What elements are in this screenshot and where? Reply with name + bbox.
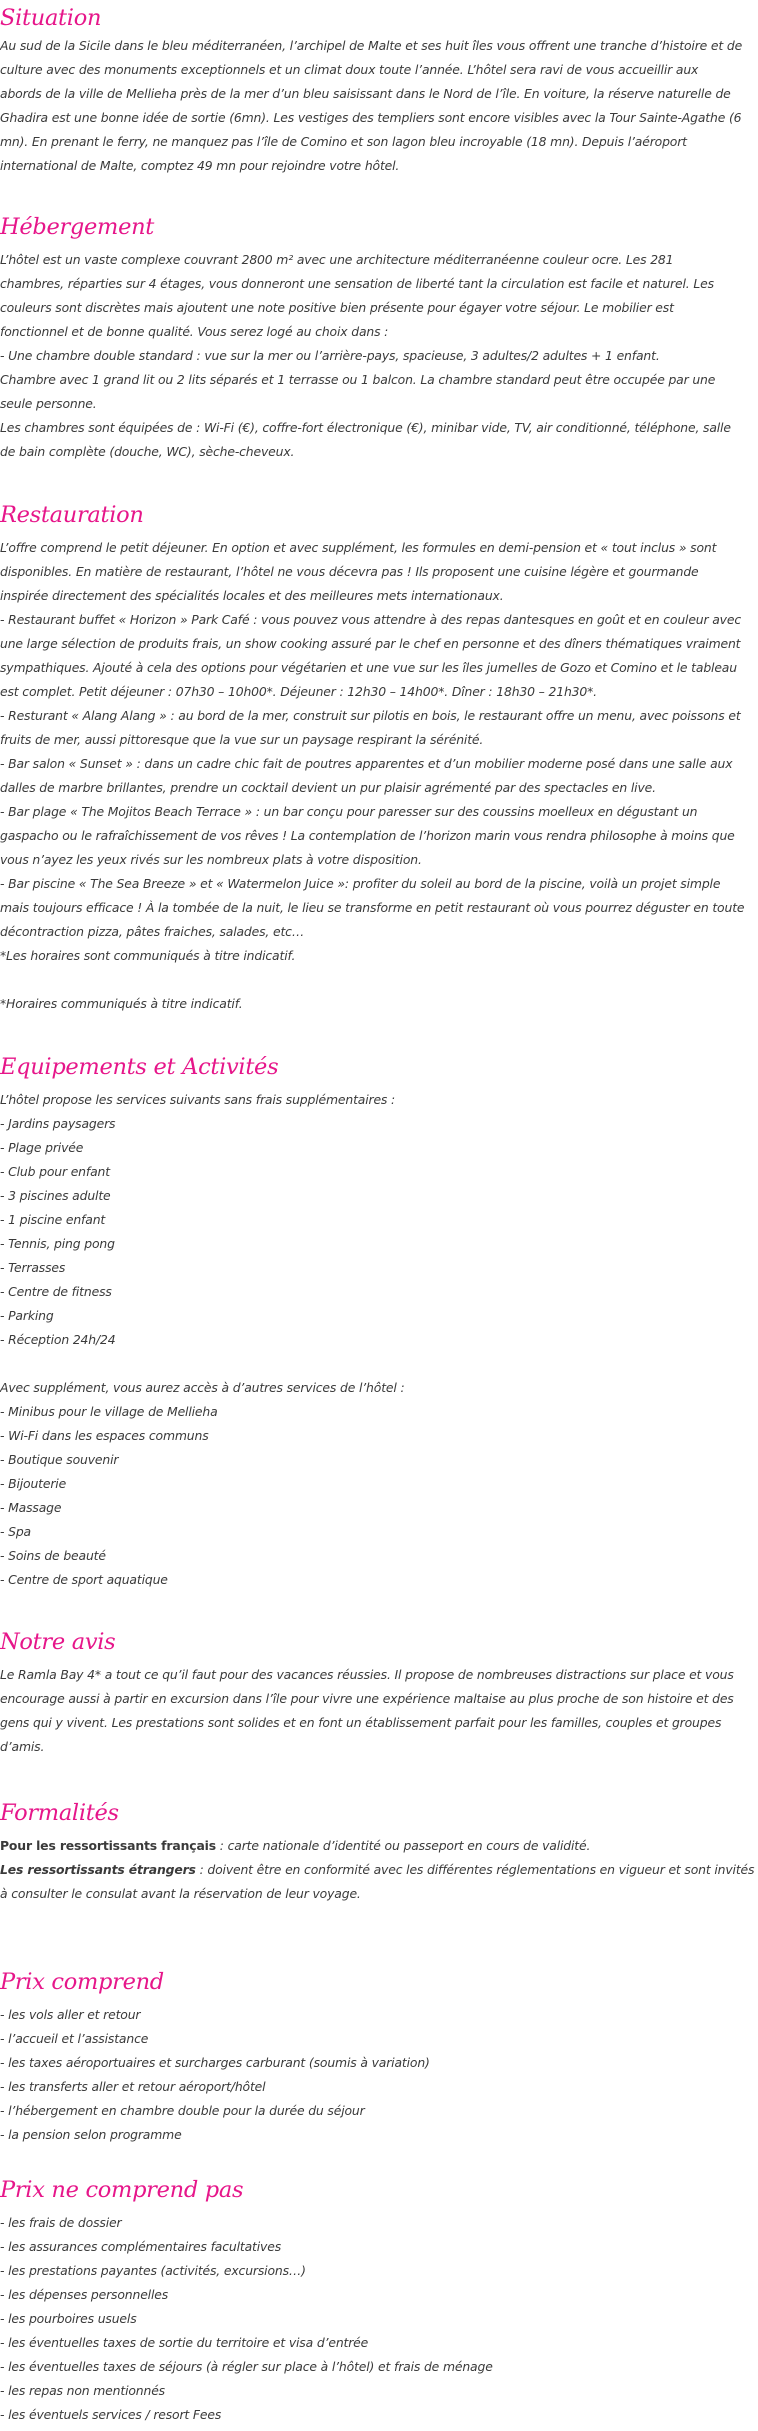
text-line: - Parking — [0, 1308, 54, 1323]
text-line: - Club pour enfant — [0, 1164, 110, 1179]
text-line: L’hôtel est un vaste complexe couvrant 2800 m² avec une architecture méditerranéenne couleur ocre. Les 281 — [0, 252, 674, 267]
text-line: *Les horaires sont communiqués à titre indicatif. — [0, 948, 296, 963]
text-line: *Horaires communiqués à titre indicatif. — [0, 996, 243, 1011]
section-title: Hébergement — [0, 214, 155, 240]
formalite-label: Les ressortissants étrangers — [0, 1862, 196, 1877]
text-line: sympathiques. Ajouté à cela des options pour végétarien et une vue sur les îles jumelles de Gozo et Comino et le tableau — [0, 660, 737, 675]
text-line: culture avec des monuments exceptionnels et un climat doux toute l’année. L’hôtel sera ravi de vous accueillir aux — [0, 62, 699, 77]
text-line: encourage aussi à partir en excursion dans l’île pour vivre une expérience maltaise au plus proche de son histoire et des — [0, 1691, 734, 1706]
text-line: - Bar plage « The Mojitos Beach Terrace » : un bar conçu pour paresser sur des coussins moelleux en dégustant un — [0, 804, 698, 819]
text-line: Ghadira est une bonne idée de sortie (6mn). Les vestiges des templiers sont encore visibles avec la Tour Sainte-Agathe (6 — [0, 110, 742, 125]
text-line: - Spa — [0, 1524, 31, 1539]
text-line: - Massage — [0, 1500, 62, 1515]
text-line: chambres, réparties sur 4 étages, vous donneront une sensation de liberté tant la circulation est facile et naturel. Les — [0, 276, 714, 291]
text-line: disponibles. En matière de restaurant, l’hôtel ne vous décevra pas ! Ils proposent une cuisine légère et gourmande — [0, 564, 699, 579]
section-avis — [0, 1627, 734, 1759]
section-body — [0, 2211, 493, 2427]
text-line: - les éventuels services / resort Fees — [0, 2407, 222, 2422]
text-line: une large sélection de produits frais, un show cooking assuré par le chef en personne et des dîners thématiques vraiment — [0, 636, 741, 651]
section-body — [0, 248, 731, 464]
text-line: L’hôtel propose les services suivants sans frais supplémentaires : — [0, 1092, 396, 1107]
section-body — [0, 1088, 404, 1592]
text-line: Le Ramla Bay 4* a tout ce qu’il faut pour des vacances réussies. Il propose de nombreuses distractions sur place et vous — [0, 1667, 734, 1682]
text-line — [0, 968, 744, 992]
text-line: - Réception 24h/24 — [0, 1332, 116, 1347]
section-body — [0, 1834, 754, 1906]
section-body — [0, 2003, 430, 2147]
text-line: fonctionnel et de bonne qualité. Vous serez logé au choix dans : — [0, 324, 389, 339]
text-line: - Minibus pour le village de Mellieha — [0, 1404, 218, 1419]
text-line: d’amis. — [0, 1739, 45, 1754]
section-title: Formalités — [0, 1800, 119, 1826]
text-line: est complet. Petit déjeuner : 07h30 – 10h00*. Déjeuner : 12h30 – 14h00*. Dîner : 18h30 – 21h30*. — [0, 684, 597, 699]
text-line: - la pension selon programme — [0, 2127, 182, 2142]
text-line: - l’hébergement en chambre double pour la durée du séjour — [0, 2103, 365, 2118]
section-title: Prix ne comprend pas — [0, 2177, 244, 2203]
text-line: Avec supplément, vous aurez accès à d’autres services de l’hôtel : — [0, 1380, 405, 1395]
text-line: Au sud de la Sicile dans le bleu méditerranéen, l’archipel de Malte et ses huit îles vous offrent une tranche d’histoire et de — [0, 38, 743, 53]
text-line: - Bar piscine « The Sea Breeze » et « Watermelon Juice »: profiter du soleil au bord de la piscine, voilà un projet simple — [0, 876, 721, 891]
text-line: - les assurances complémentaires facultatives — [0, 2239, 282, 2254]
text-line: Les chambres sont équipées de : Wi-Fi (€), coffre-fort électronique (€), minibar vide, TV, air conditionné, téléphone, salle — [0, 420, 731, 435]
text-line: seule personne. — [0, 396, 97, 411]
section-title: Restauration — [0, 502, 144, 528]
text-line: - les taxes aéroportuaires et surcharges carburant (soumis à variation) — [0, 2055, 430, 2070]
section-title: Notre avis — [0, 1629, 116, 1655]
text-line: - Boutique souvenir — [0, 1452, 119, 1467]
text-line: inspirée directement des spécialités locales et des meilleures mets internationaux. — [0, 588, 504, 603]
text-line: de bain complète (douche, WC), sèche-cheveux. — [0, 444, 295, 459]
text-line: vous n’ayez les yeux rivés sur les nombreux plats à votre disposition. — [0, 852, 422, 867]
text-line: - les repas non mentionnés — [0, 2383, 165, 2398]
text-line: - les transferts aller et retour aéroport/hôtel — [0, 2079, 266, 2094]
text-line: mais toujours efficace ! À la tombée de la nuit, le lieu se transforme en petit restaurant où vous pourrez déguster en toute — [0, 900, 745, 915]
text-line: gaspacho ou le rafraîchissement de vos rêves ! La contemplation de l’horizon marin vous rendra philosophe à moins que — [0, 828, 735, 843]
text-line: - les éventuelles taxes de sortie du territoire et visa d’entrée — [0, 2335, 369, 2350]
section-title: Situation — [0, 5, 102, 31]
text-line: couleurs sont discrètes mais ajoutent une note positive bien présente pour égayer votre séjour. Le mobilier est — [0, 300, 674, 315]
text-line: - Wi-Fi dans les espaces communs — [0, 1428, 209, 1443]
section-restauration — [0, 500, 744, 1016]
text-line: abords de la ville de Mellieha près de la mer d’un bleu saisissant dans le Nord de l’île. En voiture, la réserve naturelle de — [0, 86, 731, 101]
section-title: Prix comprend — [0, 1969, 164, 1995]
text-line: Chambre avec 1 grand lit ou 2 lits séparés et 1 terrasse ou 1 balcon. La chambre standard peut être occupée par une — [0, 372, 716, 387]
text-line: - les pourboires usuels — [0, 2311, 137, 2326]
text-line: - Jardins paysagers — [0, 1116, 116, 1131]
text-line: - Bijouterie — [0, 1476, 67, 1491]
text-line: - Centre de sport aquatique — [0, 1572, 168, 1587]
formalite-francais — [0, 1834, 754, 1858]
text-line: gens qui y vivent. Les prestations sont solides et en font un établissement parfait pour les familles, couples et groupes — [0, 1715, 722, 1730]
text-line: - les vols aller et retour — [0, 2007, 141, 2022]
text-line: - Resturant « Alang Alang » : au bord de la mer, construit sur pilotis en bois, le restaurant offre un menu, avec poissons et — [0, 708, 741, 723]
text-line: - l’accueil et l’assistance — [0, 2031, 149, 2046]
text-line: - Bar salon « Sunset » : dans un cadre chic fait de poutres apparentes et d’un mobilier moderne posé dans une salle aux — [0, 756, 733, 771]
formalite-text: : carte nationale d’identité ou passeport en cours de validité. — [216, 1838, 591, 1853]
text-line: international de Malte, comptez 49 mn pour rejoindre votre hôtel. — [0, 158, 400, 173]
formalite-text: : doivent être en conformité avec les différentes réglementations en vigueur et sont invités — [195, 1862, 755, 1877]
section-equipements — [0, 1052, 404, 1592]
formalite-etrangers — [0, 1858, 754, 1882]
section-body — [0, 34, 742, 178]
text-line: fruits de mer, aussi pittoresque que la vue sur un paysage respirant la sérénité. — [0, 732, 484, 747]
text-line: - les dépenses personnelles — [0, 2287, 169, 2302]
section-prix-ne-comprend — [0, 2175, 493, 2427]
text-line: - 1 piscine enfant — [0, 1212, 106, 1227]
text-line: L’offre comprend le petit déjeuner. En option et avec supplément, les formules en demi-pension et « tout inclus » sont — [0, 540, 717, 555]
section-hebergement — [0, 212, 731, 464]
formalite-label: Pour les ressortissants français — [0, 1838, 216, 1853]
section-situation — [0, 0, 742, 178]
text-line: - Soins de beauté — [0, 1548, 106, 1563]
section-body — [0, 1663, 734, 1759]
text-line: - Centre de fitness — [0, 1284, 112, 1299]
text-line — [0, 1352, 404, 1376]
text-line: - Restaurant buffet « Horizon » Park Café : vous pouvez vous attendre à des repas dantesques en goût et en couleur avec — [0, 612, 741, 627]
text-line: - les éventuelles taxes de séjours (à régler sur place à l’hôtel) et frais de ménage — [0, 2359, 493, 2374]
section-prix-comprend — [0, 1967, 430, 2147]
text-line: - 3 piscines adulte — [0, 1188, 111, 1203]
text-line: - Une chambre double standard : vue sur la mer ou l’arrière-pays, spacieuse, 3 adultes/2 adultes + 1 enfant. — [0, 348, 660, 363]
text-line: - Tennis, ping pong — [0, 1236, 115, 1251]
section-body — [0, 536, 744, 1016]
text-line: - les prestations payantes (activités, excursions…) — [0, 2263, 306, 2278]
text-line: mn). En prenant le ferry, ne manquez pas l’île de Comino et son lagon bleu incroyable (18 mn). Depuis l’aéroport — [0, 134, 687, 149]
text-line: décontraction pizza, pâtes fraiches, salades, etc… — [0, 924, 305, 939]
text-line: - les frais de dossier — [0, 2215, 122, 2230]
formalite-consulat: à consulter le consulat avant la réservation de leur voyage. — [0, 1886, 361, 1901]
text-line: dalles de marbre brillantes, prendre un cocktail devient un pur plaisir agrémenté par des spectacles en live. — [0, 780, 656, 795]
text-line: - Terrasses — [0, 1260, 66, 1275]
section-title: Equipements et Activités — [0, 1054, 279, 1080]
section-formalites — [0, 1798, 754, 1906]
text-line: - Plage privée — [0, 1140, 84, 1155]
